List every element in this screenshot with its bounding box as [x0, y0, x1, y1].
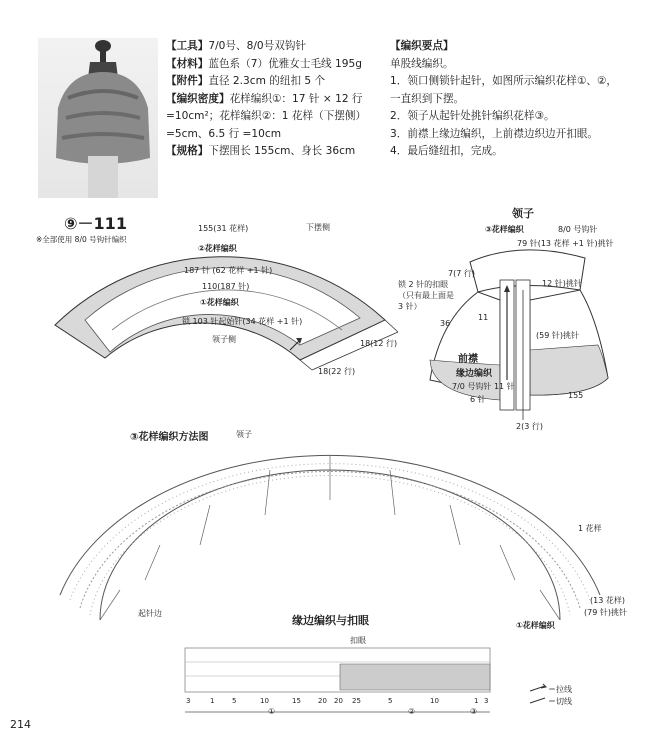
chain-start: 锁 103 针起始针(34 花样 +1 针): [182, 317, 303, 326]
legend-pull: ＝拉线: [548, 685, 572, 694]
buttonhole-label: 扣眼: [350, 636, 366, 645]
neck-side-label: 领子侧: [212, 335, 236, 344]
collar-pickup-79: 79 针(13 花样 +1 针)挑针: [517, 239, 614, 248]
one-pattern-label: 1 花样: [578, 524, 602, 533]
chart3-title: ③花样编织方法图: [130, 432, 209, 443]
pickup-79-label: (79 针)挑针: [584, 608, 627, 617]
edge-num-10: 10: [260, 697, 269, 705]
edge-num-1: 1: [210, 697, 215, 705]
pattern1-chart-label: ①花样编织: [516, 621, 555, 630]
hook-note: ※全部使用 8/0 号钩针编织: [36, 235, 127, 244]
points-row: 3．前襟上缘边编织，上前襟边织边开扣眼。: [390, 127, 599, 140]
stitches-110: 110(187 针): [202, 282, 250, 291]
pattern1-label: ①花样编织: [200, 298, 239, 307]
collar-pickup-12: 12 针)挑针: [542, 279, 582, 288]
spec-row: =10cm²；花样编织②：1 花样（下摆侧）: [166, 110, 367, 122]
collar-title: 领子: [512, 207, 534, 220]
spec-row: 【工具】7/0号、8/0号双钩针: [166, 40, 307, 52]
edge-num-15: 15: [292, 697, 301, 705]
dim-18-12: 18(12 行): [360, 339, 398, 348]
front-2-3: 2(3 行): [516, 422, 543, 431]
points-row: 单股线编织。: [390, 57, 454, 70]
edge-num-20a: 20: [318, 697, 327, 705]
front-6: 6 针: [470, 395, 486, 404]
spec-row: 【规格】下摆围长 155cm、身长 36cm: [166, 145, 356, 157]
hook-7-11: 7/0 号钩针 11 针: [452, 382, 515, 391]
edge-num-25: 25: [352, 697, 361, 705]
spec-row: =5cm、6.5 行 =10cm: [166, 127, 282, 140]
spec-row: 【材料】蓝色系（7）优雅女士毛线 195g: [166, 57, 362, 70]
edge-num-5b: 5: [388, 697, 393, 705]
collar-pattern3: ③花样编织: [485, 225, 524, 234]
edge-num-1b: 1: [474, 697, 479, 705]
edge-num-3b: 3: [484, 697, 489, 705]
pattern-count: (13 花样): [590, 596, 625, 605]
collar-pickup-59: (59 针)挑针: [536, 331, 579, 340]
spec-row: 【附件】直径 2.3cm 的纽扣 5 个: [166, 75, 326, 87]
points-row: 一直织到下摆。: [390, 92, 465, 105]
stitches-187: 187 针 (62 花样 +1 针): [184, 266, 273, 275]
points-row: 1．领口侧锁针起针，如图所示编织花样①、②，: [390, 75, 618, 87]
edge-num-10b: 10: [430, 697, 439, 705]
legend-cut: ＝切线: [548, 697, 572, 706]
hem-width: 155(31 花样): [198, 224, 249, 233]
edging-title: 缘边编织与扣眼: [292, 614, 369, 627]
collar-hook: 8/0 号钩针: [558, 225, 598, 234]
edge-num-3a: 3: [186, 697, 191, 705]
pattern-id: ⑨－111: [64, 214, 127, 233]
collar-dim-36: 36: [440, 319, 451, 328]
edge-circle-2: ②: [408, 707, 416, 716]
chart3-subtitle: 领子: [236, 430, 252, 439]
points-row: 4．最后缝纽扣，完成。: [390, 145, 503, 157]
start-edge-label: 起针边: [138, 609, 162, 618]
edge-label: 缘边编织: [456, 369, 493, 379]
collar-dim-11: 11: [478, 313, 489, 322]
front-155: 155: [568, 391, 584, 400]
edge-circle-3: ③: [470, 707, 478, 716]
front-label: 前襟: [458, 354, 478, 365]
edge-num-5: 5: [232, 697, 237, 705]
edge-circle-1: ①: [268, 707, 276, 716]
edge-num-20b: 20: [334, 697, 343, 705]
page-number: 214: [10, 718, 31, 731]
collar-7-rows: 7(7 行): [448, 269, 475, 278]
points-row: 2．领子从起针处挑针编织花样③。: [390, 110, 555, 122]
hem-side-label: 下摆侧: [306, 223, 330, 232]
buttonhole-note: 锁 2 针的扣眼（只有最上面是 3 针）: [398, 280, 454, 311]
dim-18-22: 18(22 行): [318, 367, 356, 376]
spec-row: 【编织密度】花样编织①：17 针 × 12 行: [166, 92, 363, 105]
points-row: 【编织要点】: [390, 40, 454, 52]
pattern2-label: ②花样编织: [198, 244, 237, 253]
